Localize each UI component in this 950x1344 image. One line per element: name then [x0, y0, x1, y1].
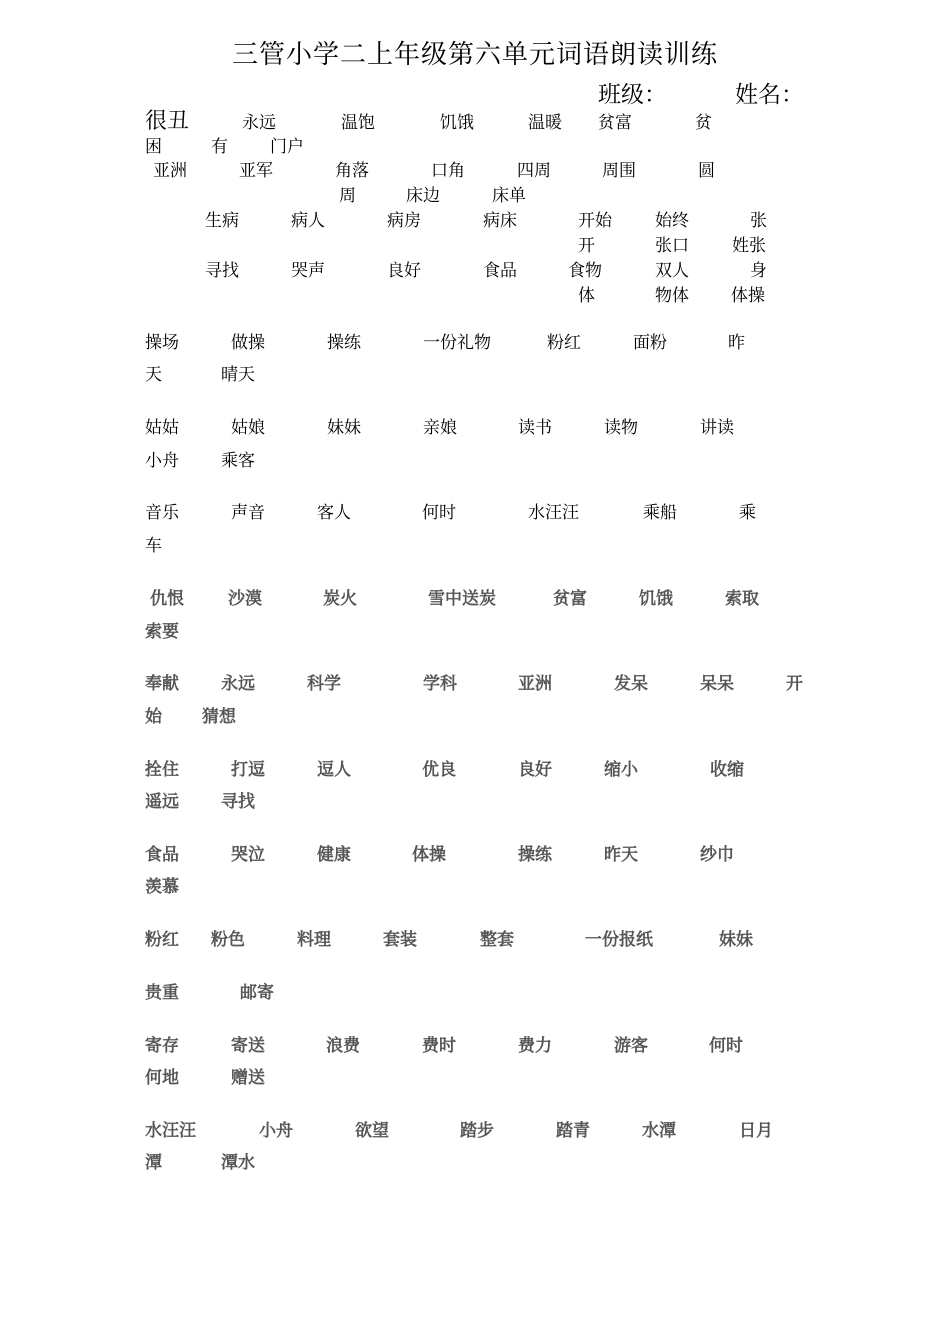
word: 面粉 [633, 333, 667, 353]
word: 读物 [604, 418, 638, 438]
word: 学科 [423, 674, 457, 694]
word: 食品 [483, 261, 517, 281]
word: 操练 [327, 333, 361, 353]
word: 小舟 [259, 1121, 293, 1141]
word: 索取 [725, 589, 759, 609]
word: 寄送 [231, 1036, 265, 1056]
word: 张口 [655, 236, 689, 256]
word: 健康 [317, 845, 351, 865]
word: 寻找 [205, 261, 239, 281]
word: 姓张 [732, 236, 766, 256]
word: 贫富 [553, 589, 587, 609]
word: 很丑 [145, 109, 190, 134]
word: 炭火 [323, 589, 357, 609]
word: 门户 [270, 137, 304, 157]
word: 赠送 [231, 1068, 265, 1088]
word: 姑娘 [231, 418, 265, 438]
word: 呆呆 [700, 674, 734, 694]
word: 双人 [655, 261, 689, 281]
word: 读书 [518, 418, 552, 438]
word: 踏步 [460, 1121, 494, 1141]
word: 做操 [231, 333, 265, 353]
word: 病人 [291, 211, 325, 231]
page-title: 三管小学二上年级第六单元词语朗读训练 [231, 40, 718, 70]
word: 体操 [731, 286, 765, 306]
word: 周围 [602, 161, 636, 181]
word: 姑姑 [145, 418, 179, 438]
word: 乘船 [643, 503, 677, 523]
word: 一份礼物 [423, 333, 491, 353]
word: 粉红 [145, 930, 179, 950]
word: 整套 [480, 930, 514, 950]
word: 床边 [406, 186, 440, 206]
word: 昨天 [604, 845, 638, 865]
word: 套装 [383, 930, 417, 950]
word: 温饱 [341, 113, 375, 133]
word: 食物 [568, 261, 602, 281]
word: 水潭 [642, 1121, 676, 1141]
word: 永远 [221, 674, 255, 694]
word: 昨 [728, 333, 745, 353]
word: 良好 [387, 261, 421, 281]
word: 粉色 [211, 930, 245, 950]
word: 亚军 [239, 161, 273, 181]
word: 亲娘 [423, 418, 457, 438]
word: 寻找 [221, 792, 255, 812]
word: 妹妹 [327, 418, 361, 438]
word: 踏青 [556, 1121, 590, 1141]
word: 沙漠 [228, 589, 262, 609]
word: 贫 [695, 113, 712, 133]
word: 乘客 [221, 451, 255, 471]
word: 遥远 [145, 792, 179, 812]
word: 四周 [517, 161, 551, 181]
word: 贵重 [145, 983, 179, 1003]
word: 羡慕 [145, 877, 179, 897]
word: 体操 [412, 845, 446, 865]
word: 食品 [145, 845, 179, 865]
word: 优良 [422, 760, 456, 780]
word: 永远 [242, 113, 276, 133]
word: 车 [145, 536, 162, 556]
word: 周 [339, 186, 356, 206]
word: 张 [750, 211, 767, 231]
word: 何地 [145, 1068, 179, 1088]
word: 始 [145, 707, 162, 727]
word: 体 [578, 286, 595, 306]
word: 饥饿 [440, 113, 474, 133]
word: 费时 [422, 1036, 456, 1056]
word: 操场 [145, 333, 179, 353]
word: 科学 [307, 674, 341, 694]
word: 缩小 [604, 760, 638, 780]
word: 开 [786, 674, 803, 694]
word: 仇恨 [150, 589, 184, 609]
word: 粉红 [547, 333, 581, 353]
word: 病房 [387, 211, 421, 231]
word: 贫富 [598, 113, 632, 133]
word: 料理 [297, 930, 331, 950]
word: 潭水 [221, 1153, 255, 1173]
word: 床单 [492, 186, 526, 206]
word: 日月 [739, 1121, 773, 1141]
word: 始终 [655, 211, 689, 231]
word: 天 [145, 365, 162, 385]
word: 发呆 [614, 674, 648, 694]
word: 物体 [655, 286, 689, 306]
word: 乘 [739, 503, 756, 523]
class-label: 班级： [598, 82, 667, 108]
word: 温暖 [528, 113, 562, 133]
word: 开 [578, 236, 595, 256]
name-label: 姓名： [735, 82, 804, 108]
word: 饥饿 [639, 589, 673, 609]
word: 浪费 [326, 1036, 360, 1056]
word: 拴住 [145, 760, 179, 780]
word: 何时 [422, 503, 456, 523]
word: 欲望 [355, 1121, 389, 1141]
word: 游客 [614, 1036, 648, 1056]
word: 操练 [518, 845, 552, 865]
word: 邮寄 [240, 983, 274, 1003]
word: 雪中送炭 [428, 589, 496, 609]
word: 病床 [483, 211, 517, 231]
word: 圆 [698, 161, 715, 181]
word: 角落 [335, 161, 369, 181]
word: 口角 [431, 161, 465, 181]
word: 哭泣 [231, 845, 265, 865]
word: 纱巾 [700, 845, 734, 865]
word: 收缩 [710, 760, 744, 780]
word: 打逗 [231, 760, 265, 780]
word: 声音 [231, 503, 265, 523]
word: 逗人 [317, 760, 351, 780]
word: 小舟 [145, 451, 179, 471]
word: 音乐 [145, 503, 179, 523]
word: 费力 [518, 1036, 552, 1056]
word: 良好 [518, 760, 552, 780]
word: 奉献 [145, 674, 179, 694]
word: 寄存 [145, 1036, 179, 1056]
word: 潭 [145, 1153, 162, 1173]
word: 晴天 [221, 365, 255, 385]
word: 一份报纸 [585, 930, 653, 950]
word: 生病 [205, 211, 239, 231]
word: 索要 [145, 622, 179, 642]
word: 何时 [709, 1036, 743, 1056]
word: 讲读 [700, 418, 734, 438]
word: 亚洲 [518, 674, 552, 694]
word: 亚洲 [153, 161, 187, 181]
word: 困 [145, 137, 162, 157]
word: 身 [750, 261, 767, 281]
word: 有 [211, 137, 228, 157]
word: 开始 [578, 211, 612, 231]
word: 妹妹 [719, 930, 753, 950]
word: 水汪汪 [528, 503, 579, 523]
word: 猜想 [202, 707, 236, 727]
word: 哭声 [291, 261, 325, 281]
word: 客人 [317, 503, 351, 523]
word: 水汪汪 [145, 1121, 196, 1141]
